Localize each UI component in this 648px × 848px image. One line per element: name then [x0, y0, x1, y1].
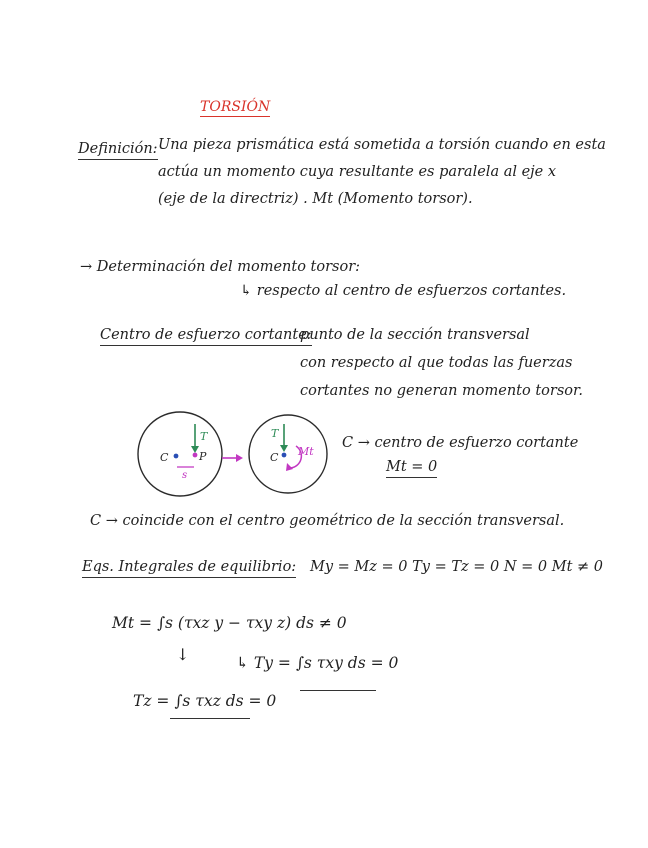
left-center-point [174, 454, 179, 459]
page-title: TORSIÓN [200, 99, 271, 115]
shear-center-line-3: cortantes no generan momento torsor. [300, 383, 583, 399]
ty-underline [300, 690, 376, 691]
left-shear-arrowhead [191, 446, 199, 453]
tz-equation: Tz = ∫s τxz ds = 0 [133, 692, 277, 710]
left-load-point [193, 453, 198, 458]
left-p-label: P [199, 450, 207, 463]
definition-label: Definición: [78, 140, 158, 160]
right-shear-arrowhead [280, 445, 288, 452]
diagram-note-1: C → centro de esfuerzo cortante [342, 435, 579, 451]
right-center-point [282, 453, 287, 458]
left-section-circle [138, 412, 222, 496]
diagram-note-2: Mt = 0 [386, 458, 437, 478]
ty-equation: ↳ Ty = ∫s τxy ds = 0 [236, 654, 399, 672]
shear-center-diagram [130, 410, 330, 500]
shear-center-label: Centro de esfuerzo cortante: [100, 326, 312, 346]
equations-label: Eqs. Integrales de equilibrio: [82, 558, 296, 578]
definition-line-2: actúa un momento cuya resultante es paralela al eje x [158, 164, 557, 180]
shear-center-line-2: con respecto al que todas las fuerzas [300, 355, 573, 371]
right-c-label: C [270, 451, 279, 464]
left-s-label: s [182, 470, 188, 481]
determination-line-1: → Determinación del momento torsor: [80, 259, 361, 275]
coincide-line: C → coincide con el centro geométrico de la sección transversal. [90, 513, 565, 529]
down-arrow: ↓ [176, 645, 190, 664]
left-c-label: C [160, 451, 169, 464]
equilibrium-conditions: My = Mz = 0 Ty = Tz = 0 N = 0 Mt ≠ 0 [310, 559, 603, 575]
determination-line-2: ↳ respecto al centro de esfuerzos cortantes. [240, 283, 567, 299]
torsion-moment-equation: Mt = ∫s (τxz y − τxy z) ds ≠ 0 [112, 614, 347, 632]
definition-line-1: Una pieza prismática está sometida a torsión cuando en esta [158, 137, 606, 153]
right-section-circle [249, 415, 327, 493]
definition-line-3: (eje de la directriz) . Mt (Momento torsor). [158, 191, 473, 207]
left-t-label: T [200, 430, 208, 443]
transfer-arrowhead [236, 454, 243, 462]
tz-underline [170, 718, 250, 719]
right-t-label: T [271, 427, 279, 440]
shear-center-line-1: punto de la sección transversal [300, 327, 530, 343]
right-mt-label: Mt [298, 445, 314, 458]
